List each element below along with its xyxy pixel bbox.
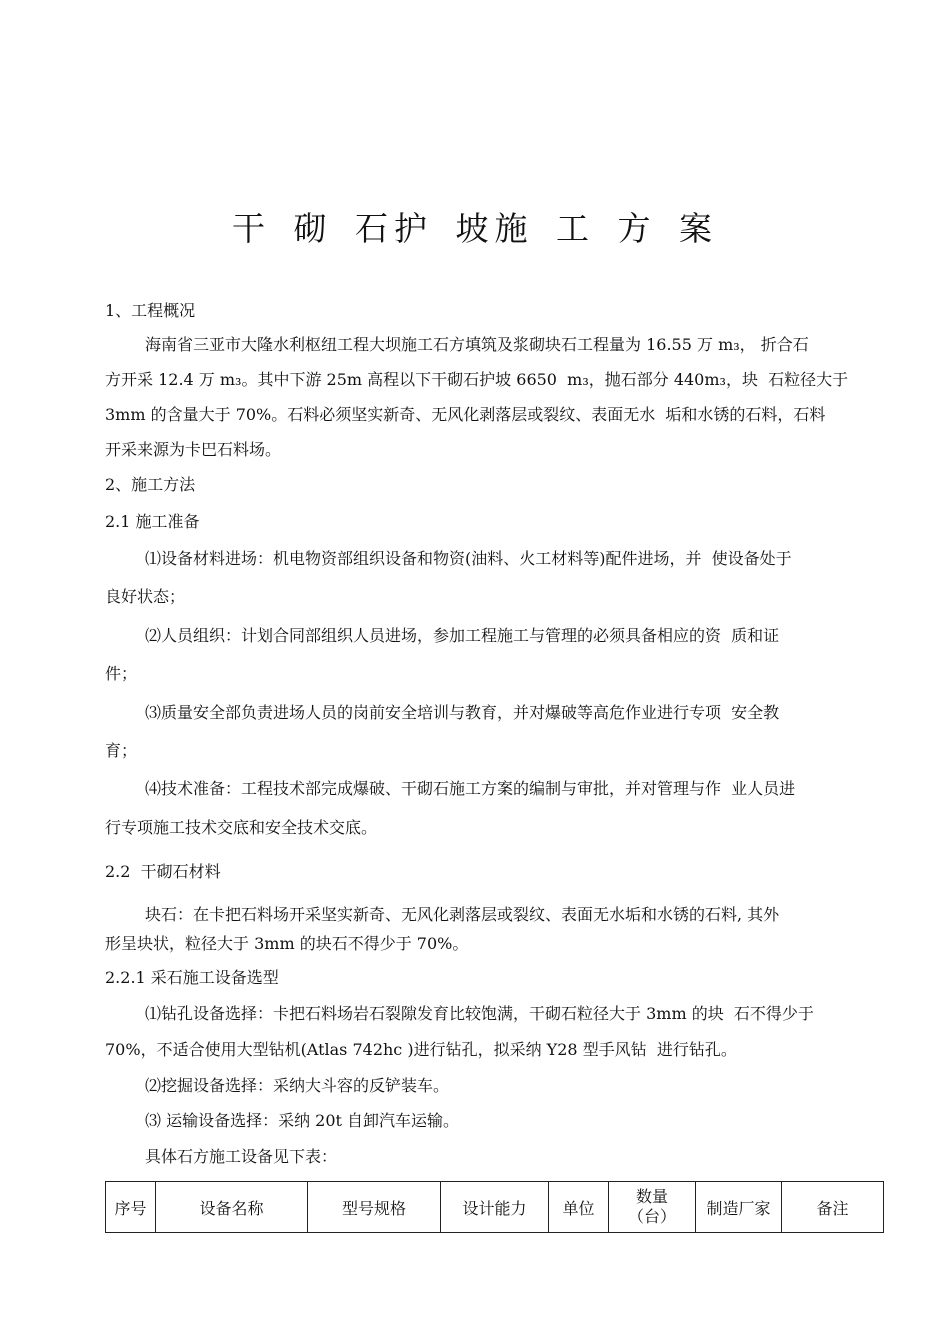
subsection-heading: 2.2.1 采石施工设备选型 xyxy=(105,968,279,987)
paragraph-line: ⑶ 运输设备选择：采纳 20t 自卸汽车运输。 xyxy=(145,1111,460,1130)
section-heading: 1、工程概况 xyxy=(105,301,196,320)
paragraph-line: ⑶质量安全部负责进场人员的岗前安全培训与教育，并对爆破等高危作业进行专项 安全教 xyxy=(145,703,780,722)
equipment-table xyxy=(105,1181,884,1233)
paragraph-line: 件； xyxy=(105,664,138,683)
header-quantity xyxy=(609,1182,696,1233)
header-serial-number: 序号 xyxy=(106,1182,156,1233)
paragraph-line: 形呈块状，粒径大于 3mm 的块石不得少于 70%。 xyxy=(105,934,469,953)
paragraph-line: ⑷技术准备：工程技术部完成爆破、干砌石施工方案的编制与审批，并对管理与作 业人员进 xyxy=(145,779,796,798)
subsection-heading: 2.1 施工准备 xyxy=(105,512,200,531)
paragraph-line: ⑴设备材料进场：机电物资部组织设备和物资(油料、火工材料等)配件进场，并 使设备处于 xyxy=(145,549,792,568)
paragraph-line: 块石：在卡把石料场开采坚实新奇、无风化剥落层或裂纹、表面无水垢和水锈的石料, 其外 xyxy=(145,905,780,924)
header-unit: 单位 xyxy=(549,1182,609,1233)
header-quantity-label: 数量 xyxy=(635,1187,668,1206)
paragraph-line: 海南省三亚市大隆水利枢纽工程大坝施工石方填筑及浆砌块石工程量为 16.55 万 m₃， 折合石 xyxy=(145,335,809,354)
paragraph-line: ⑵人员组织：计划合同部组织人员进场，参加工程施工与管理的必须具备相应的资 质和证 xyxy=(145,626,780,645)
header-manufacturer: 制造厂家 xyxy=(696,1182,782,1233)
section-heading: 2、施工方法 xyxy=(105,475,196,494)
paragraph-line: ⑵挖掘设备选择：采纳大斗容的反铲装车。 xyxy=(145,1076,450,1095)
paragraph-line: 方开采 12.4 万 m₃。其中下游 25m 高程以下干砌石护坡 6650 m₃，抛石部分 440m₃，块 石粒径大于 xyxy=(105,370,849,389)
paragraph-line: 行专项施工技术交底和安全技术交底。 xyxy=(105,818,378,837)
subsection-heading: 2.2 干砌石材料 xyxy=(105,862,221,881)
header-quantity-unit: （台） xyxy=(627,1207,676,1226)
header-model-spec: 型号规格 xyxy=(308,1182,441,1233)
header-design-capacity: 设计能力 xyxy=(441,1182,549,1233)
paragraph-line: ⑴钻孔设备选择：卡把石料场岩石裂隙发育比较饱满，干砌石粒径大于 3mm 的块 石不得少于 xyxy=(145,1004,814,1023)
paragraph-line: 3mm 的含量大于 70%。石料必须坚实新奇、无风化剥落层或裂纹、表面无水 垢和水锈的石料，石料 xyxy=(105,405,826,424)
paragraph-line: 良好状态； xyxy=(105,587,186,606)
table-header-row xyxy=(106,1182,884,1233)
paragraph-line: 具体石方施工设备见下表： xyxy=(145,1147,338,1166)
document-title: 干 砌 石护 坡施 工 方 案 xyxy=(232,209,718,248)
paragraph-line: 育； xyxy=(105,741,138,760)
header-remarks: 备注 xyxy=(782,1182,884,1233)
paragraph-line: 开采来源为卡巴石料场。 xyxy=(105,440,282,459)
paragraph-line: 70%，不适合使用大型钻机(Atlas 742hc )进行钻孔，拟采纳 Y28 型手风钻 进行钻孔。 xyxy=(105,1040,737,1059)
header-equipment-name: 设备名称 xyxy=(156,1182,308,1233)
